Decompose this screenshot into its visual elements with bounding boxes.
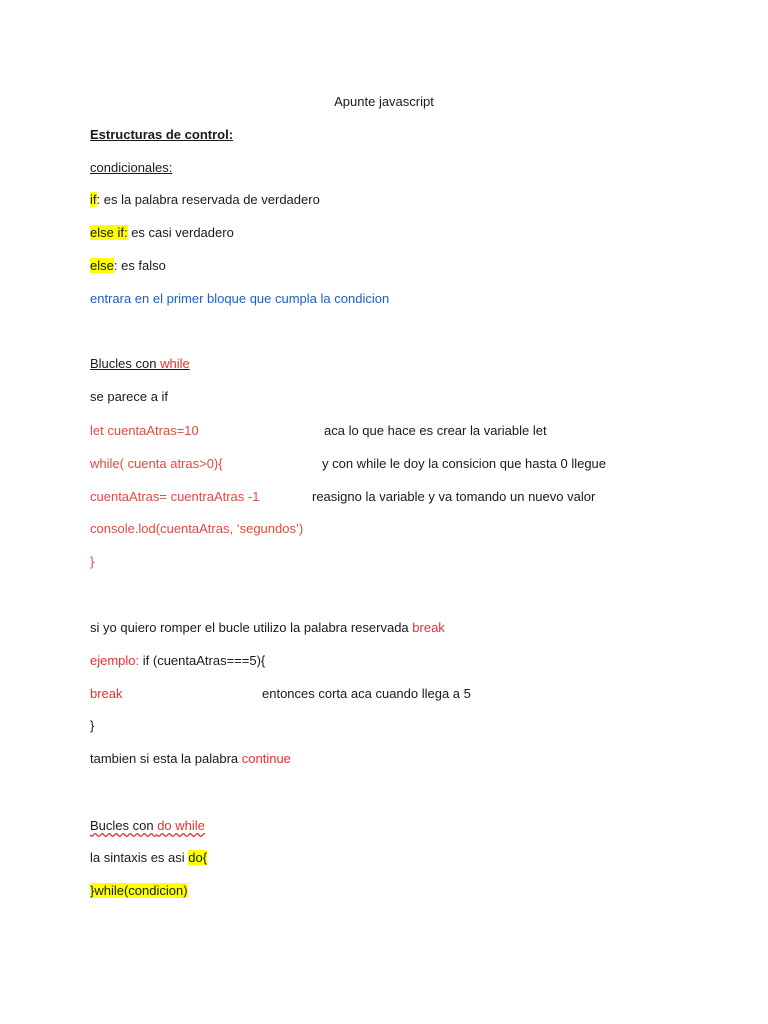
- continue-text: tambien si esta la palabra: [90, 751, 242, 766]
- while-intro: se parece a if: [90, 389, 169, 404]
- code-line-2: while( cuenta atras>0){: [90, 456, 223, 471]
- example-code: if (cuentaAtras===5){: [139, 653, 266, 668]
- section-heading: Estructuras de control:: [90, 127, 234, 142]
- closing-brace: }: [90, 718, 95, 733]
- break-intro-keyword: break: [412, 620, 445, 635]
- dowhile-heading-text: Bucles con: [90, 818, 158, 833]
- elseif-keyword: else if:: [90, 225, 128, 240]
- code-comment-1: aca lo que hace es crear la variable let: [324, 423, 547, 438]
- code-line-1: let cuentaAtras=10: [90, 423, 199, 438]
- while-heading: [90, 355, 190, 373]
- document-title: Apunte javascript: [334, 94, 434, 109]
- code-comment-3: reasigno la variable y va tomando un nuevo valor: [312, 489, 596, 504]
- code-line-5: }: [90, 554, 95, 569]
- if-keyword: if: [90, 192, 97, 207]
- if-line: [90, 191, 320, 209]
- else-keyword: else: [90, 258, 114, 273]
- continue-keyword: continue: [241, 751, 291, 766]
- syntax-line: [90, 849, 207, 867]
- while-heading-text: Blucles con: [90, 356, 161, 371]
- code-line-3: cuentaAtras= cuentraAtras -1: [90, 489, 260, 504]
- dowhile-heading-keyword: do while: [157, 818, 205, 833]
- example-label: ejemplo:: [90, 653, 140, 668]
- syntax-text: la sintaxis es asi: [90, 850, 189, 865]
- subheading-conditionals: condicionales:: [90, 160, 173, 175]
- code-line-4: console.lod(cuentaAtras, ‘segundos’): [90, 521, 304, 536]
- while-heading-keyword: while: [160, 356, 190, 371]
- else-line: [90, 257, 166, 275]
- break-intro: [90, 619, 445, 637]
- condition-note: entrara en el primer bloque que cumpla la condicion: [90, 291, 390, 306]
- break-comment: entonces corta aca cuando llega a 5: [262, 686, 471, 701]
- break-keyword: break: [90, 686, 123, 701]
- continue-line: [90, 750, 291, 768]
- else-description: : es falso: [113, 258, 166, 273]
- if-description: : es la palabra reservada de verdadero: [96, 192, 320, 207]
- elseif-line: [90, 224, 234, 242]
- example-line: [90, 652, 265, 670]
- dowhile-heading: [90, 817, 205, 835]
- code-comment-2: y con while le doy la consicion que hasta 0 llegue: [322, 456, 607, 471]
- while-condition: }while(condicion): [90, 883, 188, 898]
- syntax-keyword: do{: [188, 850, 208, 865]
- elseif-description: es casi verdadero: [127, 225, 234, 240]
- break-intro-text: si yo quiero romper el bucle utilizo la palabra reservada: [90, 620, 413, 635]
- while-condition-line: [90, 882, 188, 900]
